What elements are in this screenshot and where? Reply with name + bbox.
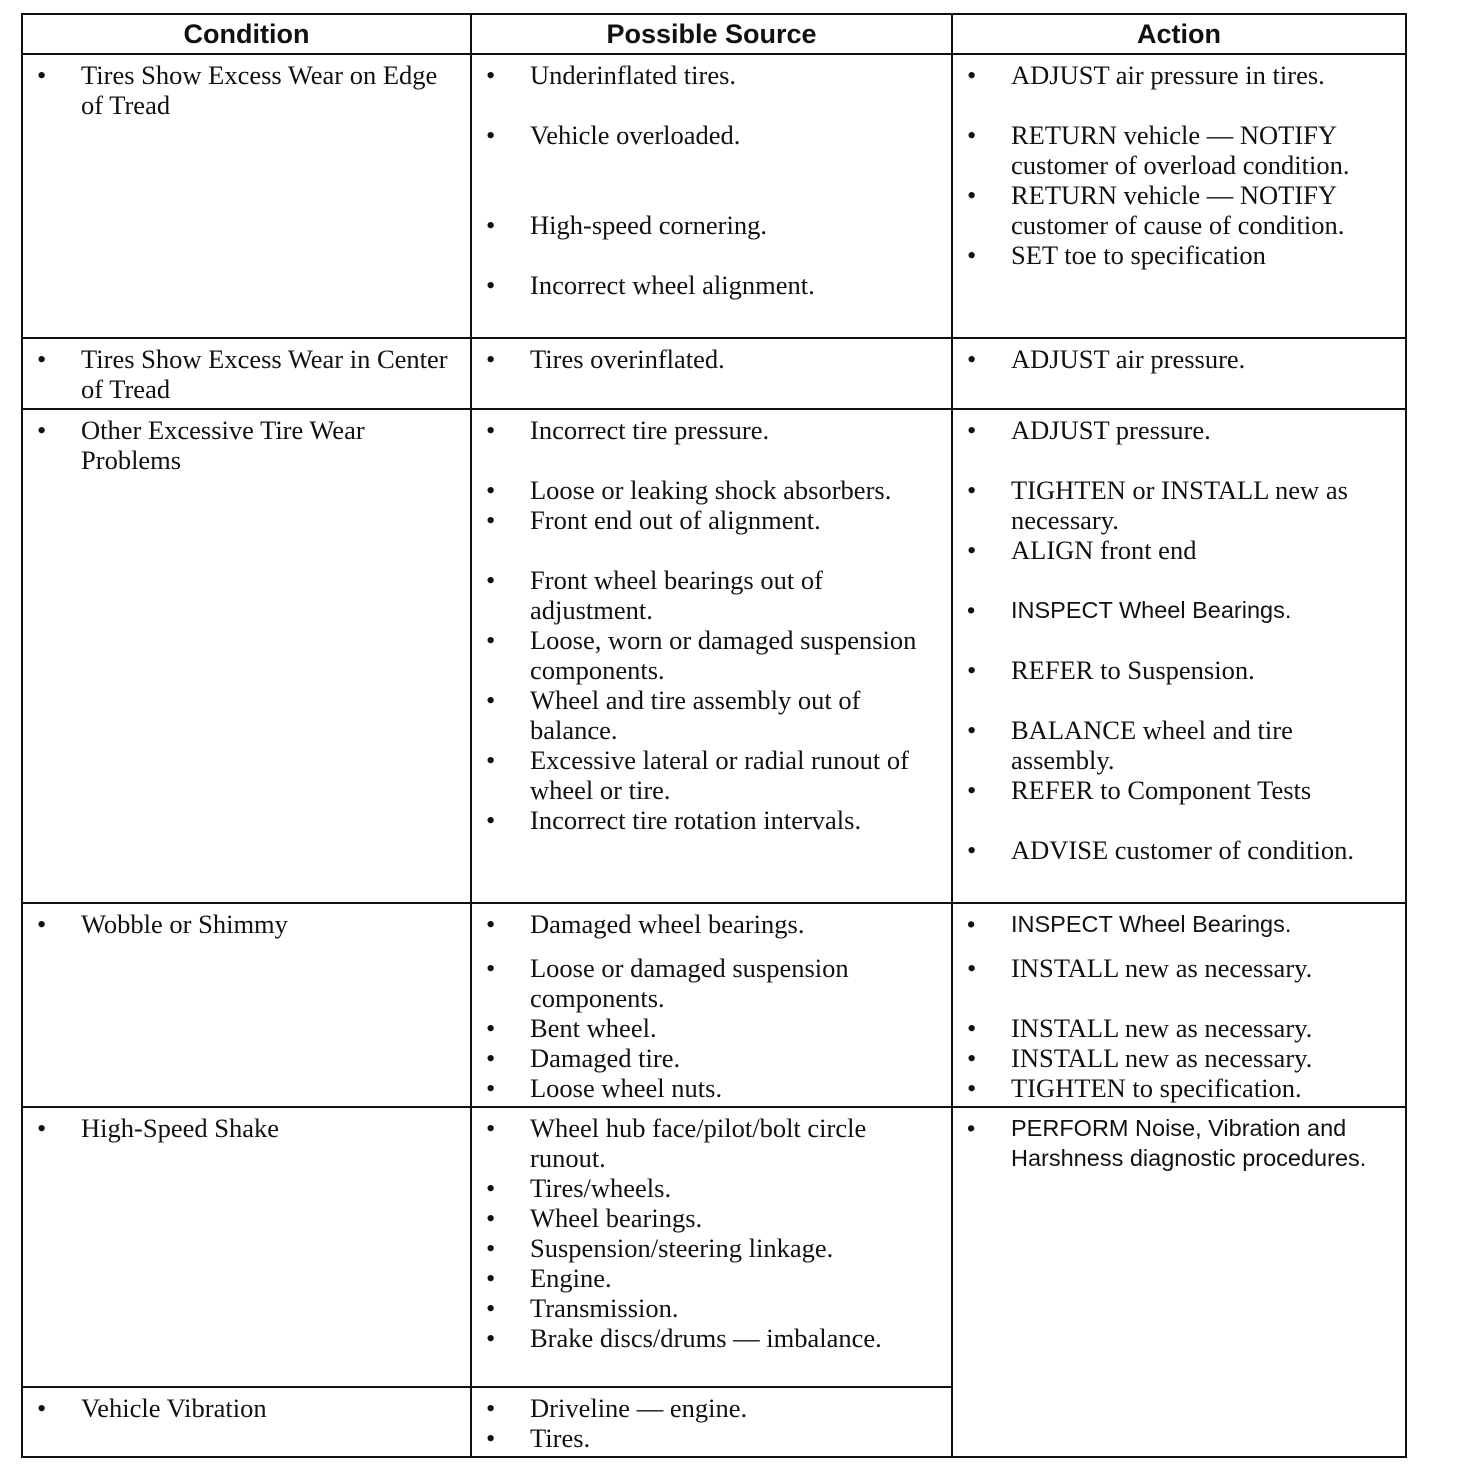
source-item: • Engine. — [486, 1263, 943, 1293]
condition-cell — [22, 903, 471, 1107]
table-row — [22, 338, 1406, 409]
action-item: • ALIGN front end — [967, 535, 1397, 565]
source-item: • Brake discs/drums — imbalance. — [486, 1323, 943, 1353]
action-cell — [952, 409, 1406, 903]
diagnosis-table — [21, 13, 1407, 1458]
source-cell — [471, 1107, 952, 1387]
condition-cell — [22, 338, 471, 409]
action-cell — [952, 54, 1406, 338]
action-item: • REFER to Component Tests — [967, 775, 1397, 805]
source-cell — [471, 409, 952, 903]
condition-text: • Wobble or Shimmy — [37, 909, 462, 939]
condition-cell — [22, 1387, 471, 1457]
source-cell — [471, 1387, 952, 1457]
action-cell — [952, 1107, 1406, 1457]
condition-cell — [22, 54, 471, 338]
source-item: • Tires/wheels. — [486, 1173, 943, 1203]
action-item: • REFER to Suspension. — [967, 655, 1397, 685]
action-item: • ADJUST pressure. — [967, 415, 1397, 445]
source-item: • Wheel and tire assembly out of balance. — [486, 685, 943, 745]
source-item: • Vehicle overloaded. — [486, 120, 943, 150]
source-item: • Loose wheel nuts. — [486, 1073, 943, 1103]
condition-text: • Tires Show Excess Wear on Edge of Tread — [37, 60, 462, 120]
source-item: • Loose, worn or damaged suspension components. — [486, 625, 943, 685]
table-row — [22, 409, 1406, 903]
action-item: • TIGHTEN or INSTALL new as necessary. — [967, 475, 1397, 535]
source-item: • Tires overinflated. — [486, 344, 943, 374]
header-possible-source: Possible Source — [471, 14, 952, 54]
action-item: • INSTALL new as necessary. — [967, 1013, 1397, 1043]
source-cell — [471, 903, 952, 1107]
source-cell — [471, 54, 952, 338]
source-item: • Transmission. — [486, 1293, 943, 1323]
action-item: • BALANCE wheel and tire assembly. — [967, 715, 1397, 775]
condition-text: • High-Speed Shake — [37, 1113, 462, 1143]
action-item: • RETURN vehicle — NOTIFY customer of overload condition. — [967, 120, 1397, 180]
action-item: • ADJUST air pressure. — [967, 344, 1397, 374]
source-item: • Tires. — [486, 1423, 943, 1453]
source-item: • High-speed cornering. — [486, 210, 943, 240]
action-item: • ADVISE customer of condition. — [967, 835, 1397, 865]
source-item: • Driveline — engine. — [486, 1393, 943, 1423]
source-item: • Front end out of alignment. — [486, 505, 943, 535]
source-item: • Incorrect wheel alignment. — [486, 270, 943, 300]
source-item: • Loose or leaking shock absorbers. — [486, 475, 943, 505]
source-item: • Wheel bearings. — [486, 1203, 943, 1233]
table-row — [22, 54, 1406, 338]
source-cell — [471, 338, 952, 409]
source-item: • Incorrect tire rotation intervals. — [486, 805, 943, 835]
header-action: Action — [952, 14, 1406, 54]
action-item: • ADJUST air pressure in tires. — [967, 60, 1397, 90]
action-item: • INSTALL new as necessary. — [967, 953, 1397, 983]
header-row — [22, 14, 1406, 54]
source-item: • Wheel hub face/pilot/bolt circle runout. — [486, 1113, 943, 1173]
action-item: • INSPECT Wheel Bearings. — [967, 909, 1397, 939]
action-item: • INSTALL new as necessary. — [967, 1043, 1397, 1073]
source-item: • Incorrect tire pressure. — [486, 415, 943, 445]
action-item: • RETURN vehicle — NOTIFY customer of cause of condition. — [967, 180, 1397, 240]
action-item: • INSPECT Wheel Bearings. — [967, 595, 1397, 625]
condition-text: • Vehicle Vibration — [37, 1393, 462, 1423]
action-item: • TIGHTEN to specification. — [967, 1073, 1397, 1103]
source-item: • Suspension/steering linkage. — [486, 1233, 943, 1263]
action-cell — [952, 903, 1406, 1107]
condition-cell — [22, 1107, 471, 1387]
action-item: • PERFORM Noise, Vibration and Harshness diagnostic procedures. — [967, 1113, 1397, 1173]
source-item: • Loose or damaged suspension components. — [486, 953, 943, 1013]
action-item: • SET toe to specification — [967, 240, 1397, 270]
source-item: • Damaged wheel bearings. — [486, 909, 943, 939]
source-item: • Bent wheel. — [486, 1013, 943, 1043]
source-item: • Damaged tire. — [486, 1043, 943, 1073]
condition-text: • Other Excessive Tire Wear Problems — [37, 415, 462, 475]
condition-text: • Tires Show Excess Wear in Center of Tread — [37, 344, 462, 404]
condition-cell — [22, 409, 471, 903]
action-cell — [952, 338, 1406, 409]
source-item: • Excessive lateral or radial runout of wheel or tire. — [486, 745, 943, 805]
source-item: • Front wheel bearings out of adjustment. — [486, 565, 943, 625]
table-row — [22, 1107, 1406, 1387]
table-row — [22, 903, 1406, 1107]
header-condition: Condition — [22, 14, 471, 54]
source-item: • Underinflated tires. — [486, 60, 943, 90]
